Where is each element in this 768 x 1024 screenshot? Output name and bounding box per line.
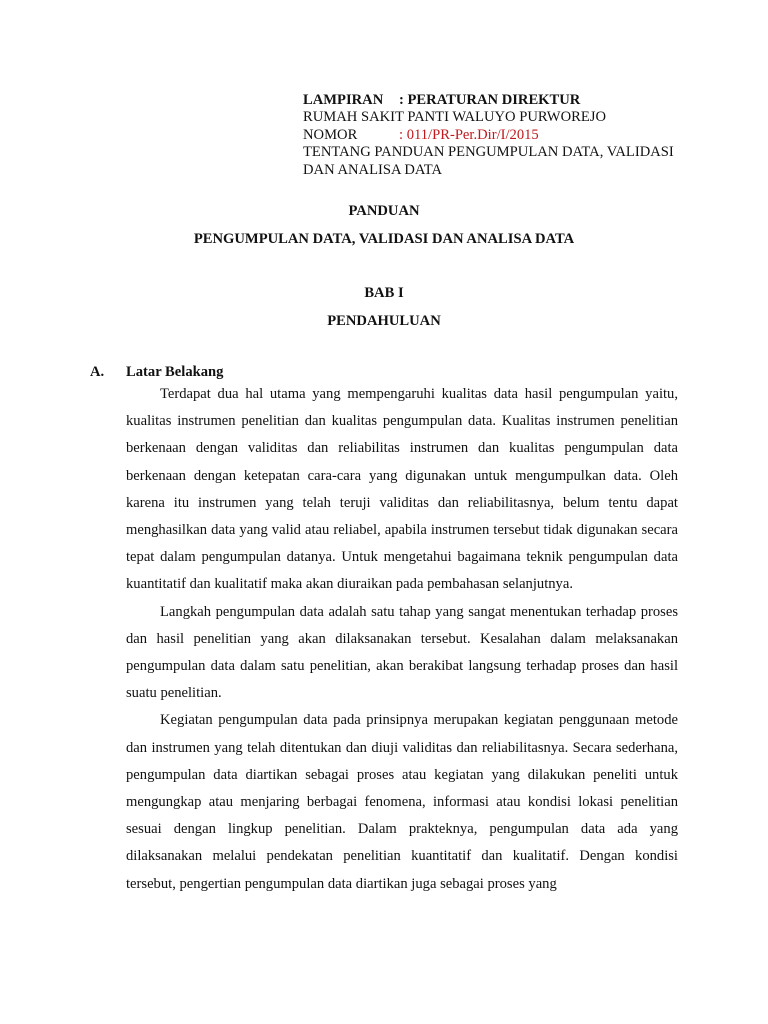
tentang-line-2: DAN ANALISA DATA: [303, 161, 443, 178]
paragraph: Kegiatan pengumpulan data pada prinsipnya merupakan kegiatan penggunaan metode dan instrumen yang telah ditentukan dan diuji validitas dan reliabilitasnya. Secara sederhana, pengumpulan data diartikan sebagai proses atau kegiatan yang dilakukan peneliti untuk mengungkap atau menjaring berbagai fenomena, informasi atau kondisi lokasi penelitian sesuai dengan lingkup penelitian. Dalam prakteknya, pengumpulan data ada yang dilaksanakan melalui pendekatan penelitian kuantitatif dan kualitatif. Dengan kondisi tersebut, pengertian pengumpulan data diartikan juga sebagai proses yang: [126, 712, 678, 892]
body-text: [126, 381, 678, 898]
chapter-number: BAB I: [364, 285, 404, 301]
paragraph: Terdapat dua hal utama yang mempengaruhi kualitas data hasil pengumpulan yaitu, kualitas instrumen penelitian dan kualitas pengumpulan data. Kualitas instrumen penelitian berkenaan dengan validitas dan reliabilitas instrumen dan kualitas pengumpulan data berkenaan dengan ketepatan cara-cara yang digunakan untuk mengumpulkan data. Oleh karena itu instrumen yang telah teruji validitas dan reliabilitasnya, belum tentu dapat menghasilkan data yang valid atau reliabel, apabila instrumen tersebut tidak digunakan secara tepat dalam pengumpulan datanya. Untuk mengetahui bagaimana teknik pengumpulan data kuantitatif dan kualitatif maka akan diuraikan pada pembahasan selanjutnya.: [126, 386, 678, 593]
section-title: Latar Belakang: [126, 364, 224, 380]
nomor-value: : 011/PR-Per.Dir/I/2015: [399, 126, 539, 143]
section-heading: [90, 363, 390, 381]
nomor-row: [303, 127, 703, 144]
lampiran-value: : PERATURAN DIREKTUR: [399, 92, 581, 108]
lampiran-label: LAMPIRAN: [303, 92, 384, 108]
chapter-title: PENDAHULUAN: [327, 313, 441, 329]
lampiran-header: [303, 92, 703, 179]
section-letter: A.: [90, 364, 105, 380]
lampiran-row: [303, 92, 703, 109]
title-subtitle: PENGUMPULAN DATA, VALIDASI DAN ANALISA DATA: [193, 231, 575, 247]
title-panduan: PANDUAN: [348, 203, 420, 219]
hospital-name: RUMAH SAKIT PANTI WALUYO PURWOREJO: [303, 109, 606, 126]
nomor-label: NOMOR: [303, 126, 358, 143]
paragraph: Langkah pengumpulan data adalah satu tahap yang sangat menentukan terhadap proses dan hasil penelitian yang akan dilaksanakan tersebut. Kesalahan dalam melaksanakan pengumpulan data dalam satu penelitian, akan berakibat langsung terhadap proses dan hasil suatu penelitian.: [126, 603, 678, 702]
tentang-line-1: TENTANG PANDUAN PENGUMPULAN DATA, VALIDASI: [303, 144, 674, 161]
